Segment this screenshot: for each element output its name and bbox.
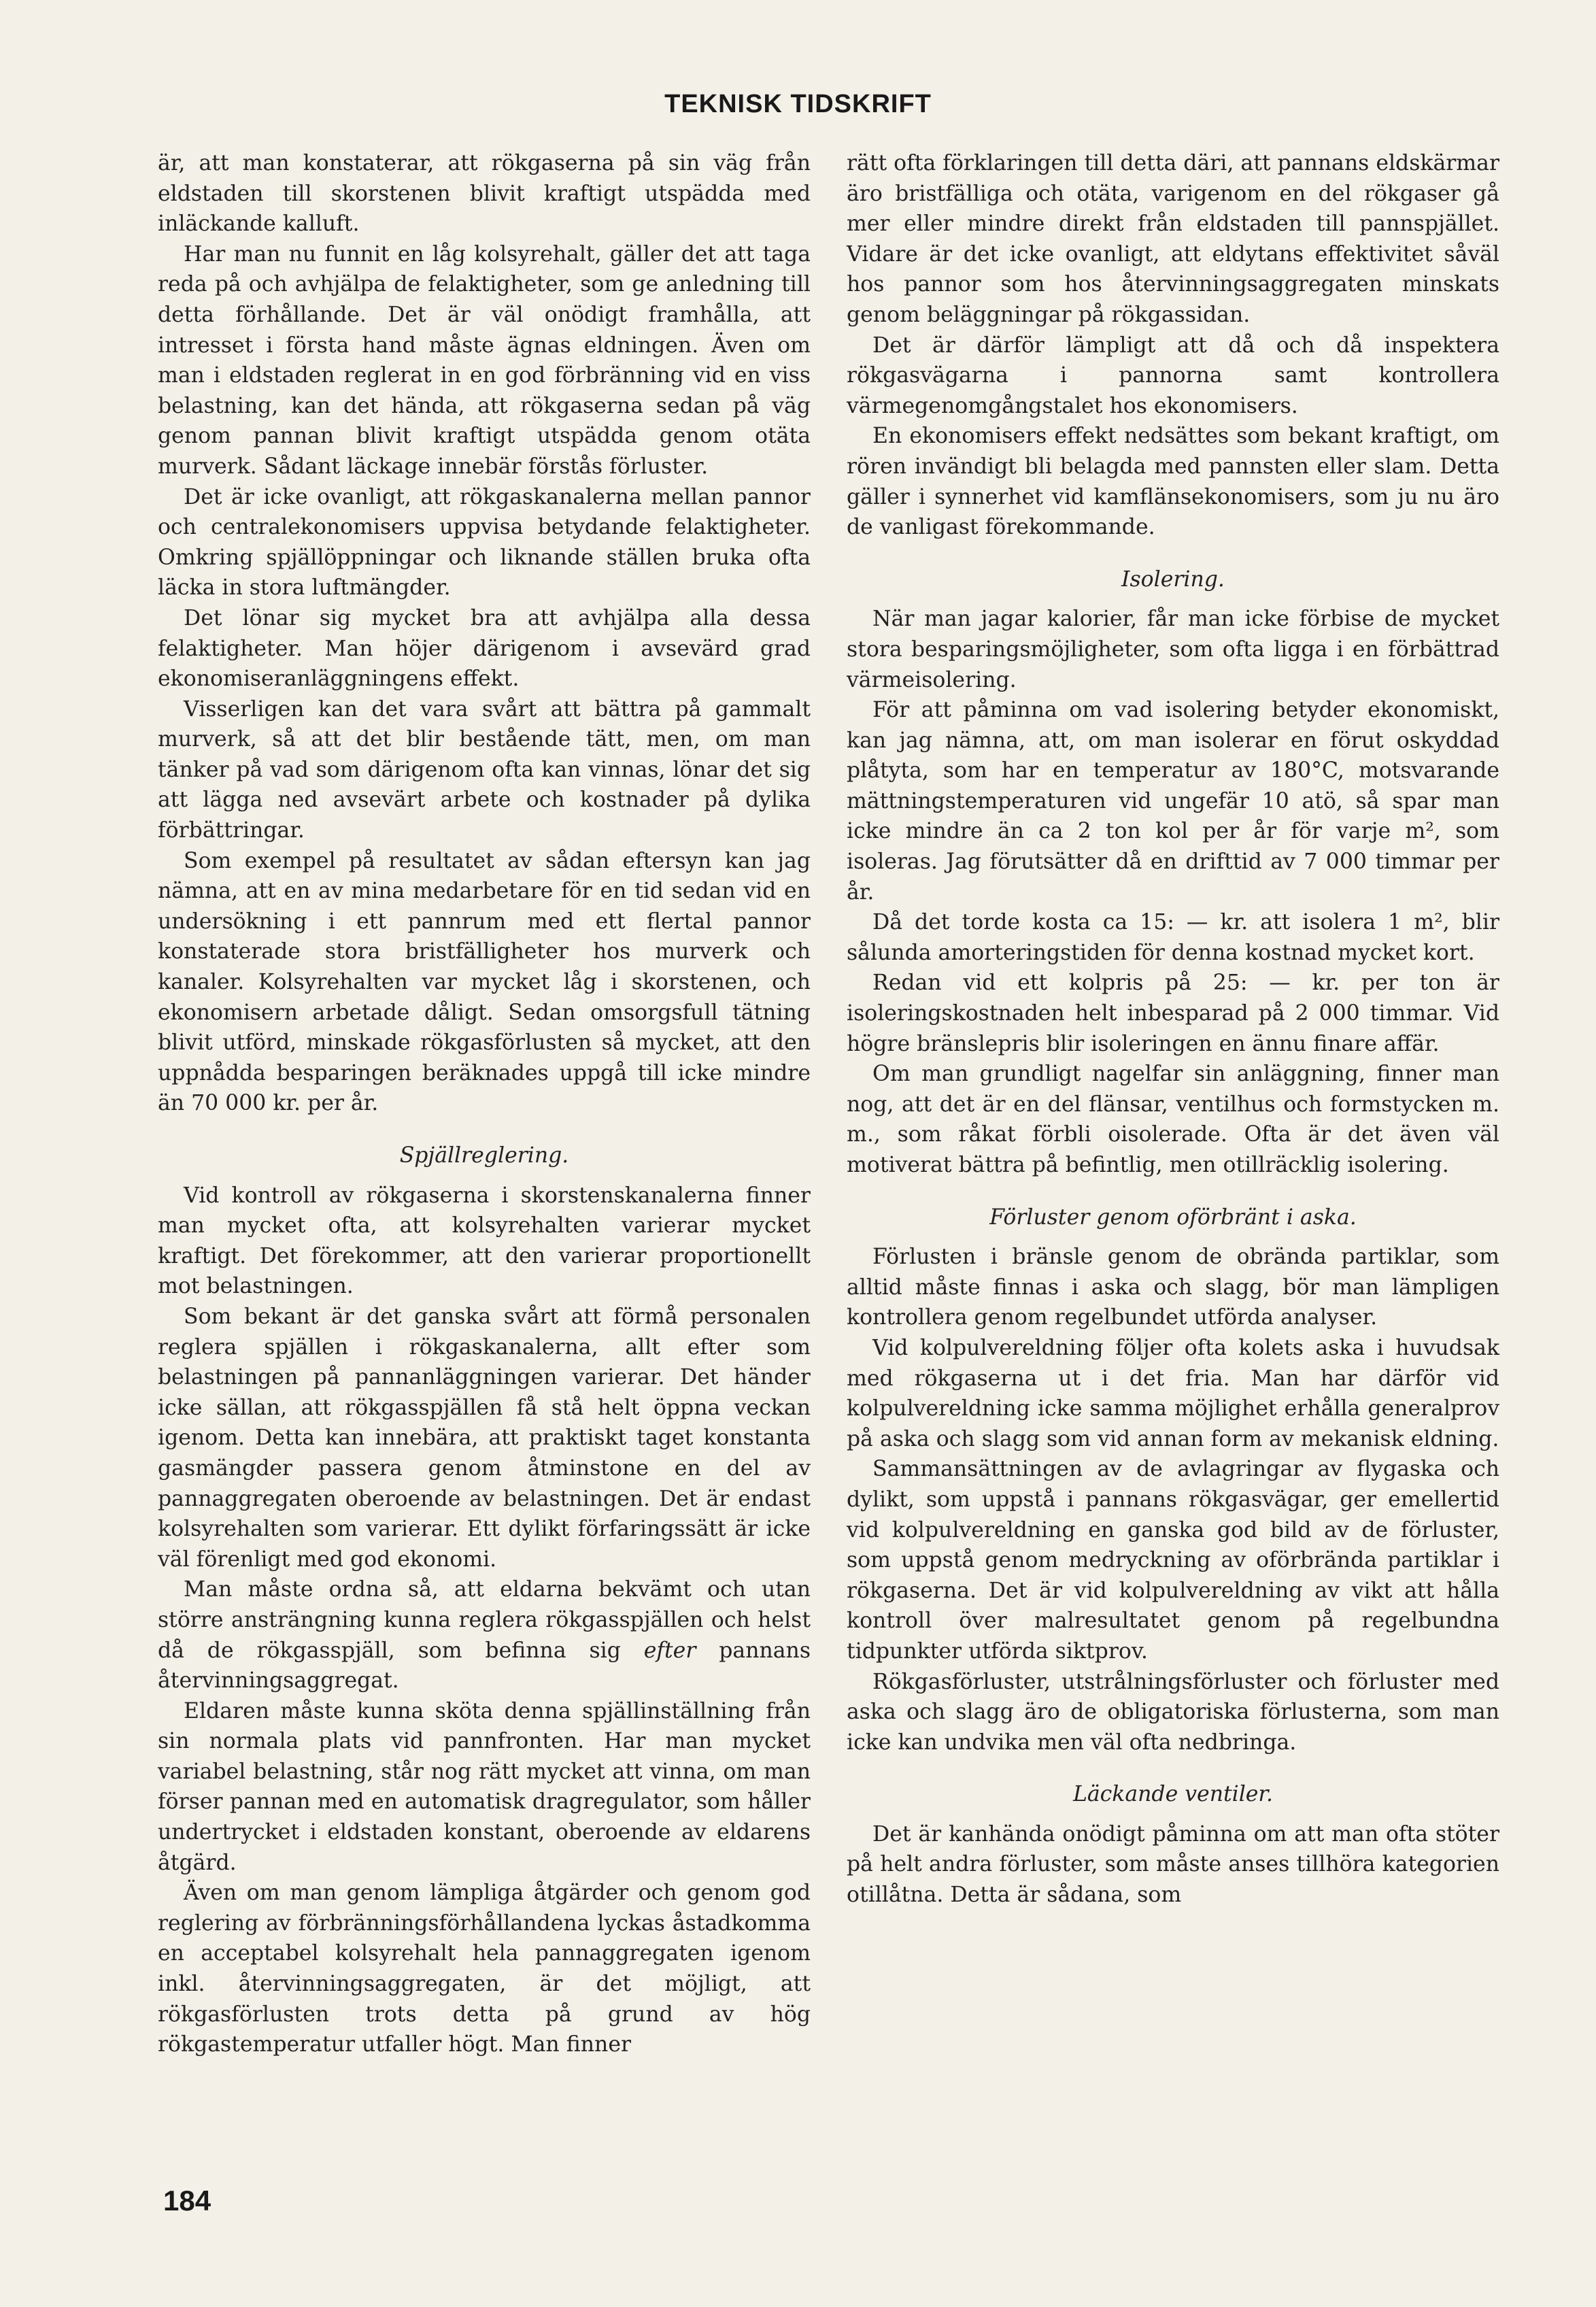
paragraph: Det lönar sig mycket bra att avhjälpa alla dessa felaktigheter. Man höjer därigenom i avsevärd grad ekonomiseranläggningens effekt. <box>158 605 811 692</box>
paragraph: Redan vid ett kolpris på 25: — kr. per ton är isoleringskostnaden helt inbesparad på 2 000 timmar. Vid högre bränslepris blir isoleringen en ännu finare affär. <box>847 971 1499 1056</box>
paragraph: Om man grundligt nagelfar sin anläggning, finner man nog, att det är en del flänsar, ventilhus och formstycken m. m., som råkat förbli oisolerade. Ofta är det även väl motiverat bättra på befintlig, men otillräcklig isolering. <box>847 1062 1499 1177</box>
section-heading-forluster: Förluster genom oförbränt i aska. <box>989 1205 1357 1230</box>
paragraph: Vid kontroll av rökgaserna i skorstenskanalerna finner man mycket ofta, att kolsyrehalten varierar mycket kraftigt. Det förekommer, att den varierar proportionellt mot belastningen. <box>158 1183 811 1299</box>
paragraph: Förlusten i bränsle genom de obrända partiklar, som alltid måste finnas i aska och slagg, bör man lämpligen kontrollera genom regelbundet utförda analyser. <box>847 1245 1499 1330</box>
paragraph-text: pannans återvinningsaggregat. <box>158 1638 811 1694</box>
paragraph: Det är icke ovanligt, att rökgaskanalerna mellan pannor och centralekonomisers uppvisa betydande felaktigheter. Omkring spjällöppningar och liknande ställen bruka ofta läcka in stora luftmängder. <box>158 484 811 601</box>
right-column <box>847 148 1499 1910</box>
paragraph: Har man nu funnit en låg kolsyrehalt, gäller det att taga reda på och avhjälpa de felaktigheter, som ge anledning till detta förhållande. Det är väl onödigt framhålla, att intresset i första hand måste ägnas eldningen. Även om man i eldstaden reglerat in en god förbränning vid en viss belastning, kan det hända, att rökgaserna sedan på väg genom pannan blivit kraftigt utspädda genom otäta murverk. Sådant läckage innebär förstås förluster. <box>158 241 811 479</box>
paragraph: En ekonomisers effekt nedsättes som bekant kraftigt, om rören invändigt bli belagda med pannsten eller slam. Detta gäller i synnerhet vid kamflänsekonomisers, som ju nu äro de vanligast förekommande. <box>847 424 1499 540</box>
paragraph: Även om man genom lämpliga åtgärder och genom god reglering av förbränningsförhållandena lyckas åstadkomma en acceptabel kolsyrehalt hela pannaggregaten igenom inkl. återvinningsaggregaten, är det möjligt, att rökgasförlusten trots detta på grund av hög rökgastemperatur utfaller högt. Man finner <box>158 1881 811 2057</box>
paragraph: När man jagar kalorier, får man icke förbise de mycket stora besparingsmöjligheter, som ofta ligga i en förbättrad värmeisolering. <box>847 607 1499 692</box>
paragraph: För att påminna om vad isolering betyder ekonomiskt, kan jag nämna, att, om man isolerar en förut oskyddad plåtyta, som har en temperatur av 180°C, motsvarande mättningstemperaturen vid ungefär 10 atö, så spar man icke mindre än ca 2 ton kol per år för varje m², som isoleras. Jag förutsätter då en drifttid av 7 000 timmar per år. <box>847 698 1499 905</box>
journal-header: TEKNISK TIDSKRIFT <box>664 90 932 118</box>
paragraph: Vid kolpulvereldning följer ofta kolets aska i huvudsak med rökgaserna ut i det fria. Man har därför vid kolpulvereldning icke samma möjlighet erhålla generalprov på aska och slagg som vid annan form av mekanisk eldning. <box>847 1335 1499 1451</box>
section-heading-spjallreglering: Spjällreglering. <box>399 1143 569 1168</box>
paragraph: Sammansättningen av de avlagringar av flygaska och dylikt, som uppstå i pannans rökgasvägar, ger emellertid vid kolpulvereldning en ganska god bild av de förluster, som uppstå genom medryckning av oförbrända partiklar i rökgaserna. Det är vid kolpulvereldning av vikt att hålla kontroll över malresultatet genom på regelbundna tidpunkter utförda siktprov. <box>847 1457 1499 1664</box>
paragraph: Som exempel på resultatet av sådan eftersyn kan jag nämna, att en av mina medarbetare för en tid sedan vid en undersökning i ett pannrum med ett flertal pannor konstaterade stora bristfälligheter hos murverk och kanaler. Kolsyrehalten var mycket låg i skorstenen, och ekonomisern arbetade dåligt. Sedan omsorgsfull tätning blivit utförd, minskade rökgasförlusten så mycket, att den uppnådda besparingen beräknades uppgå till icke mindre än 70 000 kr. per år. <box>158 848 811 1116</box>
paragraph: Visserligen kan det vara svårt att bättra på gammalt murverk, så att det blir bestående tätt, men, om man tänker på vad som därigenom ofta kan vinnas, lönar det sig att lägga ned avsevärt arbete och kostnader på dylika förbättringar. <box>158 696 811 843</box>
paragraph: Då det torde kosta ca 15: — kr. att isolera 1 m², blir sålunda amorteringstiden för denna kostnad mycket kort. <box>847 910 1499 965</box>
paragraph: Det är kanhända onödigt påminna om att man ofta stöter på helt andra förluster, som måste anses tillhöra kategorien otillåtna. Detta är sådana, som <box>847 1821 1499 1908</box>
paragraph: Eldaren måste kunna sköta denna spjällinställning från sin normala plats vid pannfronten. Har man mycket variabel belastning, står nog rätt mycket att vinna, om man förser pannan med en automatisk dragregulator, som håller undertrycket i eldstaden konstant, oberoende av eldarens åtgärd. <box>158 1698 811 1875</box>
page-number: 184 <box>163 2185 211 2217</box>
emphasis-text: efter <box>643 1638 696 1663</box>
paragraph <box>158 1575 811 1696</box>
left-column <box>158 148 811 2060</box>
paragraph: är, att man konstaterar, att rökgaserna på sin väg från eldstaden till skorstenen blivit kraftigt utspädda med inläckande kalluft. <box>158 151 811 237</box>
paragraph: Det är därför lämpligt att då och då inspektera rökgasvägarna i pannorna samt kontrollera värmegenomgångstalet hos ekonomisers. <box>847 333 1499 418</box>
paragraph-text: Man måste ordna så, att eldarna bekvämt och utan större ansträngning kunna reglera rökgasspjällen och helst då de rökgasspjäll, som befinna sig <box>158 1577 811 1663</box>
section-heading-lackande-ventiler: Läckande ventiler. <box>1072 1782 1274 1807</box>
paragraph: Som bekant är det ganska svårt att förmå personalen reglera spjällen i rökgaskanalerna, allt efter som belastningen på pannanläggningen varierar. Det händer icke sällan, att rökgasspjällen få stå helt öppna veckan igenom. Detta kan innebära, att praktiskt taget konstanta gasmängder passera genom åtminstone en del av pannaggregaten oberoende av belastningen. Det är endast kolsyrehalten som varierar. Ett dylikt förfaringssätt är icke väl förenligt med god ekonomi. <box>158 1304 811 1572</box>
section-heading-isolering: Isolering. <box>1121 567 1225 592</box>
paragraph: Rökgasförluster, utstrålningsförluster och förluster med aska och slagg äro de obligatoriska förlusterna, som man icke kan undvika men väl ofta nedbringa. <box>847 1669 1499 1755</box>
paragraph: rätt ofta förklaringen till detta däri, att pannans eldskärmar äro bristfälliga och otäta, varigenom en del rökgaser gå mer eller mindre direkt från eldstaden till pannspjället. Vidare är det icke ovanligt, att eldytans effektivitet såväl hos pannor som hos återvinningsaggregaten minskats genom beläggningar på rökgassidan. <box>847 151 1499 327</box>
